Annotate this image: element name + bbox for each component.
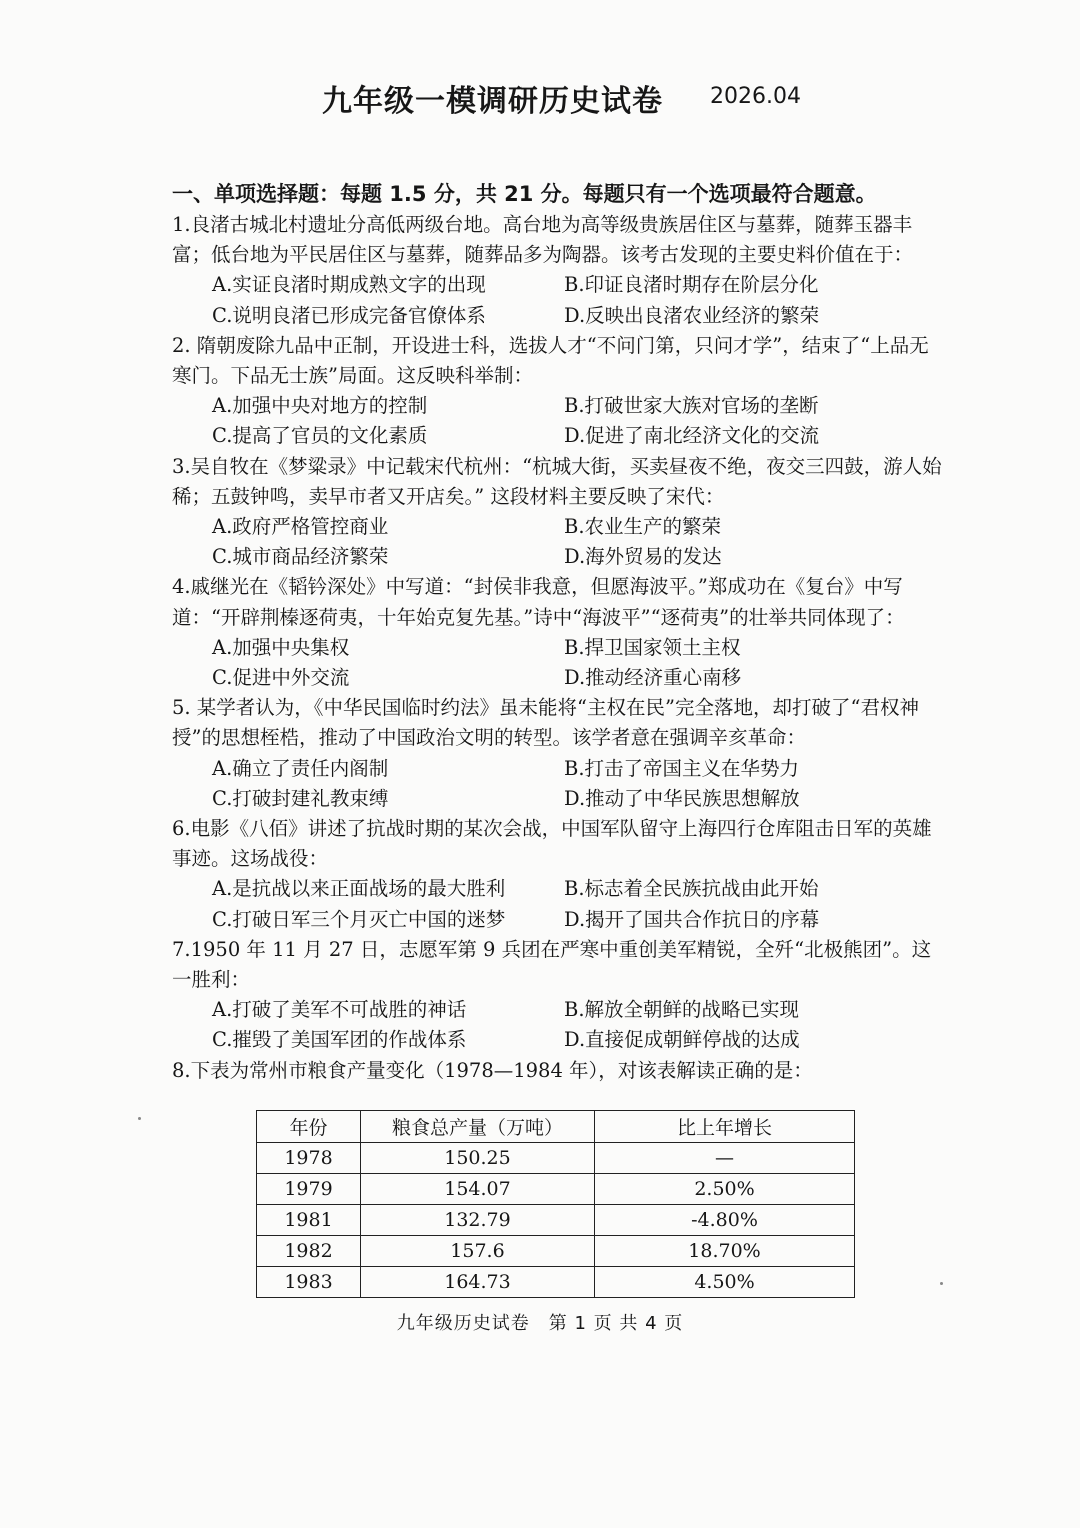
cell-output: 132.79: [361, 1205, 595, 1236]
cell-growth: 4.50%: [595, 1267, 855, 1298]
option-a: A.加强中央对地方的控制: [212, 394, 428, 418]
option-b: B.解放全朝鲜的战略已实现: [564, 998, 800, 1022]
options: [172, 754, 942, 814]
option-c: C.促进中外交流: [212, 666, 350, 690]
options: [172, 874, 942, 934]
option-d: D.揭开了国共合作抗日的序幕: [564, 907, 820, 931]
option-b: B.农业生产的繁荣: [564, 515, 722, 539]
column-header-growth: 比上年增长: [595, 1111, 855, 1143]
option-d: D.推动了中华民族思想解放: [564, 786, 800, 810]
option-d: D.直接促成朝鲜停战的达成: [564, 1028, 800, 1052]
column-header-output: 粮食总产量（万吨）: [361, 1111, 595, 1143]
cell-year: 1979: [257, 1174, 361, 1205]
question-stem: 4.戚继光在《韬钤深处》中写道：“封侯非我意，但愿海波平。”郑成功在《复台》中写道：“开辟荆榛逐荷夷，十年始克复先基。”诗中“海波平”“逐荷夷”的壮举共同体现了：: [172, 575, 905, 629]
option-b: B.打破世家大族对官场的垄断: [564, 394, 819, 418]
option-c: C.提高了官员的文化素质: [212, 424, 428, 448]
question-stem: 5. 某学者认为，《中华民国临时约法》虽未能将“主权在民”完全落地，却打破了“君权神授”的思想桎梏，推动了中国政治文明的转型。该学者意在强调辛亥革命：: [172, 696, 919, 750]
question-stem: 2. 隋朝废除九品中正制，开设进士科，选拔人才“不问门第，只问才学”，结束了“上品无寒门。下品无士族”局面。这反映科举制：: [172, 333, 929, 388]
option-a: A.打破了美军不可战胜的神话: [212, 998, 467, 1022]
cell-growth: -4.80%: [595, 1205, 855, 1236]
option-a: A.实证良渚时期成熟文字的出现: [212, 273, 486, 297]
cell-output: 154.07: [361, 1174, 595, 1205]
cell-year: 1983: [257, 1267, 361, 1298]
section-heading: 一、单项选择题：每题 1.5 分，共 21 分。每题只有一个选项最符合题意。: [172, 182, 877, 206]
options: [172, 995, 942, 1055]
option-c: C.说明良渚已形成完备官僚体系: [212, 303, 486, 327]
question-7: [172, 935, 942, 1056]
options: [172, 391, 942, 451]
exam-header: [0, 76, 1080, 120]
question-stem: 6.电影《八佰》讲述了抗战时期的某次会战，中国军队留守上海四行仓库阻击日军的英雄事迹。这场战役：: [172, 817, 932, 871]
table-row: [257, 1267, 855, 1298]
question-stem: 1.良渚古城北村遗址分高低两级台地。高台地为高等级贵族居住区与墓葬，随葬玉器丰富；低台地为平民居住区与墓葬，随葬品多为陶器。该考古发现的主要史料价值在于：: [172, 213, 914, 267]
exam-date: 2026.04: [710, 84, 801, 109]
options: [172, 633, 942, 693]
scan-speck: [138, 1117, 141, 1120]
option-a: A.确立了责任内阁制: [212, 756, 389, 780]
option-a: A.加强中央集权: [212, 635, 350, 659]
cell-output: 150.25: [361, 1143, 595, 1174]
option-d: D.促进了南北经济文化的交流: [564, 424, 820, 448]
option-b: B.印证良渚时期存在阶层分化: [564, 273, 819, 297]
cell-output: 157.6: [361, 1236, 595, 1267]
question-stem: 3.吴自牧在《梦粱录》中记载宋代杭州：“杭城大街，买卖昼夜不绝，夜交三四鼓，游人始稀；五鼓钟鸣，卖早市者又开店矣。” 这段材料主要反映了宋代：: [172, 454, 942, 508]
cell-year: 1978: [257, 1143, 361, 1174]
cell-year: 1982: [257, 1236, 361, 1267]
option-d: D.推动经济重心南移: [564, 666, 742, 690]
option-c: C.打破封建礼教束缚: [212, 786, 389, 810]
question-stem: 7.1950 年 11 月 27 日，志愿军第 9 兵团在严寒中重创美军精锐，全歼“北极熊团”。这一胜利：: [172, 937, 932, 992]
scan-speck: [940, 1282, 943, 1285]
table-row: [257, 1143, 855, 1174]
question-8: [172, 1056, 942, 1086]
question-5: [172, 693, 942, 814]
cell-growth: 18.70%: [595, 1236, 855, 1267]
option-c: C.摧毁了美国军团的作战体系: [212, 1028, 467, 1052]
question-1: [172, 210, 942, 331]
exam-title: 九年级一模调研历史试卷: [322, 84, 663, 119]
grain-table-wrapper: [256, 1110, 855, 1298]
question-3: [172, 452, 942, 573]
table-row: [257, 1205, 855, 1236]
option-b: B.打击了帝国主义在华势力: [564, 756, 800, 780]
cell-growth: —: [595, 1143, 855, 1174]
column-header-year: 年份: [257, 1111, 361, 1143]
grain-output-table: [256, 1110, 855, 1298]
table-header-row: [257, 1111, 855, 1143]
table-row: [257, 1174, 855, 1205]
question-4: [172, 572, 942, 693]
cell-growth: 2.50%: [595, 1174, 855, 1205]
question-stem: 8.下表为常州市粮食产量变化（1978—1984 年），对该表解读正确的是：: [172, 1058, 813, 1082]
cell-output: 164.73: [361, 1267, 595, 1298]
option-b: B.捍卫国家领土主权: [564, 635, 741, 659]
table-row: [257, 1236, 855, 1267]
option-c: C.城市商品经济繁荣: [212, 545, 389, 569]
options: [172, 270, 942, 330]
option-a: A.是抗战以来正面战场的最大胜利: [212, 877, 506, 901]
question-2: [172, 331, 942, 452]
option-a: A.政府严格管控商业: [212, 515, 389, 539]
cell-year: 1981: [257, 1205, 361, 1236]
option-b: B.标志着全民族抗战由此开始: [564, 877, 819, 901]
option-c: C.打破日军三个月灭亡中国的迷梦: [212, 907, 506, 931]
question-6: [172, 814, 942, 935]
option-d: D.反映出良渚农业经济的繁荣: [564, 303, 820, 327]
option-d: D.海外贸易的发达: [564, 545, 722, 569]
page-footer: 九年级历史试卷 第 1 页 共 4 页: [396, 1313, 684, 1334]
options: [172, 512, 942, 572]
question-list: [172, 210, 942, 1086]
